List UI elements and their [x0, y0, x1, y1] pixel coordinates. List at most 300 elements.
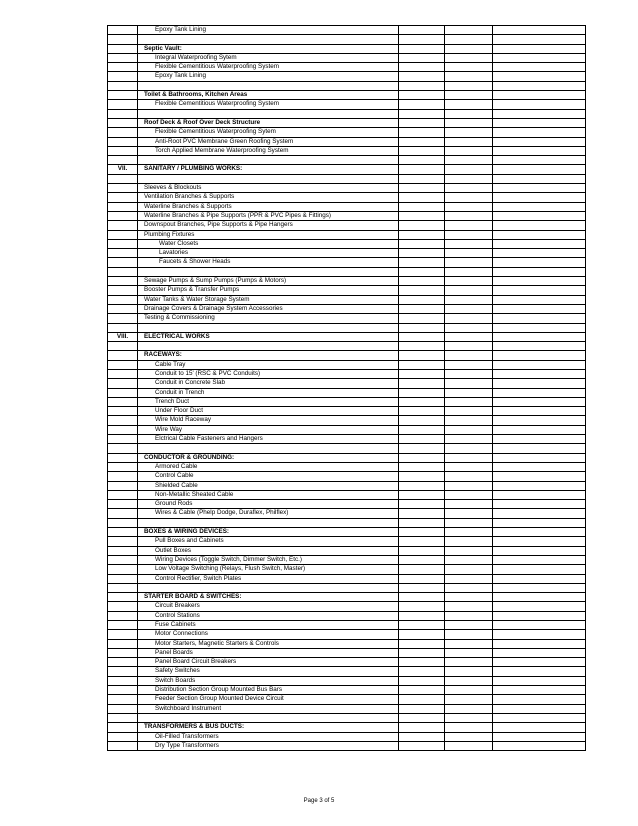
unit-cell — [445, 435, 493, 444]
unit-cell — [445, 239, 493, 248]
section-number-cell — [108, 91, 138, 100]
quantity-cell — [399, 462, 445, 471]
amount-cell — [493, 676, 586, 685]
unit-cell — [445, 342, 493, 351]
unit-cell — [445, 351, 493, 360]
item-description-cell: Fuse Cabinets — [138, 621, 399, 630]
table-row — [108, 202, 586, 211]
amount-cell — [493, 388, 586, 397]
section-number-cell — [108, 639, 138, 648]
unit-cell — [445, 360, 493, 369]
quantity-cell — [399, 100, 445, 109]
section-number-cell — [108, 81, 138, 90]
table-row — [108, 574, 586, 583]
section-number-cell — [108, 258, 138, 267]
table-body — [108, 26, 586, 751]
section-heading-cell: SANITARY / PLUMBING WORKS: — [138, 165, 399, 174]
unit-cell — [445, 91, 493, 100]
table-row — [108, 277, 586, 286]
table-row — [108, 621, 586, 630]
section-number-cell — [108, 295, 138, 304]
amount-cell — [493, 407, 586, 416]
unit-cell — [445, 286, 493, 295]
item-description-cell — [138, 342, 399, 351]
section-number-cell — [108, 704, 138, 713]
item-description-cell: Conduit in Trench — [138, 388, 399, 397]
table-row — [108, 416, 586, 425]
item-description-cell: Flexible Cementitious Waterproofing Sytem — [138, 128, 399, 137]
table-row — [108, 314, 586, 323]
unit-cell — [445, 537, 493, 546]
quantity-cell — [399, 713, 445, 722]
table-row — [108, 379, 586, 388]
scope-of-works-table — [107, 25, 586, 751]
unit-cell — [445, 407, 493, 416]
section-number-cell — [108, 667, 138, 676]
amount-cell — [493, 648, 586, 657]
unit-cell — [445, 63, 493, 72]
item-description-cell: Safety Switches — [138, 667, 399, 676]
quantity-cell — [399, 53, 445, 62]
unit-cell — [445, 388, 493, 397]
amount-cell — [493, 490, 586, 499]
unit-cell — [445, 221, 493, 230]
table-row — [108, 555, 586, 564]
table-row — [108, 63, 586, 72]
amount-cell — [493, 713, 586, 722]
unit-cell — [445, 732, 493, 741]
item-description-cell: Motor Connections — [138, 630, 399, 639]
item-description-cell: Plumbing Fixtures — [138, 230, 399, 239]
amount-cell — [493, 323, 586, 332]
section-number-cell — [108, 314, 138, 323]
item-description-cell: Epoxy Tank Lining — [138, 72, 399, 81]
amount-cell — [493, 593, 586, 602]
quantity-cell — [399, 453, 445, 462]
unit-cell — [445, 35, 493, 44]
section-number-cell — [108, 44, 138, 53]
item-description-cell: Downspout Branches, Pipe Supports & Pipe Hangers — [138, 221, 399, 230]
amount-cell — [493, 72, 586, 81]
quantity-cell — [399, 360, 445, 369]
table-row — [108, 286, 586, 295]
quantity-cell — [399, 593, 445, 602]
unit-cell — [445, 72, 493, 81]
quantity-cell — [399, 249, 445, 258]
table-row — [108, 397, 586, 406]
amount-cell — [493, 295, 586, 304]
section-number-cell — [108, 611, 138, 620]
quantity-cell — [399, 109, 445, 118]
quantity-cell — [399, 639, 445, 648]
table-row — [108, 630, 586, 639]
table-row — [108, 388, 586, 397]
unit-cell — [445, 26, 493, 35]
unit-cell — [445, 472, 493, 481]
quantity-cell — [399, 230, 445, 239]
section-number-cell — [108, 323, 138, 332]
quantity-cell — [399, 184, 445, 193]
unit-cell — [445, 165, 493, 174]
table-row — [108, 713, 586, 722]
unit-cell — [445, 425, 493, 434]
section-number-cell — [108, 602, 138, 611]
amount-cell — [493, 472, 586, 481]
unit-cell — [445, 723, 493, 732]
unit-cell — [445, 184, 493, 193]
item-description-cell: Motor Starters, Magnetic Starters & Controls — [138, 639, 399, 648]
section-number-cell — [108, 621, 138, 630]
amount-cell — [493, 555, 586, 564]
amount-cell — [493, 81, 586, 90]
quantity-cell — [399, 165, 445, 174]
section-heading-cell: RACEWAYS: — [138, 351, 399, 360]
item-description-cell: Waterline Branches & Supports — [138, 202, 399, 211]
amount-cell — [493, 332, 586, 341]
item-description-cell — [138, 35, 399, 44]
quantity-cell — [399, 574, 445, 583]
amount-cell — [493, 360, 586, 369]
section-heading-cell: Roof Deck & Roof Over Deck Structure — [138, 118, 399, 127]
table-row — [108, 118, 586, 127]
quantity-cell — [399, 193, 445, 202]
section-number-cell — [108, 388, 138, 397]
item-description-cell: Panel Boards — [138, 648, 399, 657]
amount-cell — [493, 732, 586, 741]
unit-cell — [445, 583, 493, 592]
quantity-cell — [399, 286, 445, 295]
section-number-cell — [108, 221, 138, 230]
item-description-cell — [138, 174, 399, 183]
amount-cell — [493, 574, 586, 583]
section-number-cell — [108, 648, 138, 657]
unit-cell — [445, 100, 493, 109]
section-number-cell — [108, 583, 138, 592]
amount-cell — [493, 546, 586, 555]
quantity-cell — [399, 481, 445, 490]
table-row — [108, 704, 586, 713]
item-description-cell — [138, 583, 399, 592]
quantity-cell — [399, 211, 445, 220]
amount-cell — [493, 100, 586, 109]
item-description-cell — [138, 518, 399, 527]
unit-cell — [445, 630, 493, 639]
amount-cell — [493, 611, 586, 620]
item-description-cell: Trench Duct — [138, 397, 399, 406]
quantity-cell — [399, 369, 445, 378]
amount-cell — [493, 277, 586, 286]
table-row — [108, 518, 586, 527]
quantity-cell — [399, 156, 445, 165]
unit-cell — [445, 481, 493, 490]
quantity-cell — [399, 146, 445, 155]
amount-cell — [493, 583, 586, 592]
amount-cell — [493, 695, 586, 704]
unit-cell — [445, 528, 493, 537]
unit-cell — [445, 509, 493, 518]
table-row — [108, 360, 586, 369]
unit-cell — [445, 667, 493, 676]
table-row — [108, 593, 586, 602]
quantity-cell — [399, 676, 445, 685]
unit-cell — [445, 686, 493, 695]
amount-cell — [493, 221, 586, 230]
item-description-cell: Torch Applied Membrane Waterproofing System — [138, 146, 399, 155]
quantity-cell — [399, 509, 445, 518]
quantity-cell — [399, 388, 445, 397]
section-number-cell — [108, 211, 138, 220]
quantity-cell — [399, 695, 445, 704]
table-row — [108, 528, 586, 537]
quantity-cell — [399, 304, 445, 313]
unit-cell — [445, 397, 493, 406]
amount-cell — [493, 249, 586, 258]
unit-cell — [445, 314, 493, 323]
table-row — [108, 490, 586, 499]
quantity-cell — [399, 500, 445, 509]
amount-cell — [493, 667, 586, 676]
section-number-cell — [108, 630, 138, 639]
item-description-cell: Control Rectifier, Switch Plates — [138, 574, 399, 583]
quantity-cell — [399, 732, 445, 741]
unit-cell — [445, 44, 493, 53]
item-description-cell: Switchboard Instrument — [138, 704, 399, 713]
amount-cell — [493, 239, 586, 248]
amount-cell — [493, 137, 586, 146]
section-number-cell — [108, 239, 138, 248]
quantity-cell — [399, 332, 445, 341]
unit-cell — [445, 332, 493, 341]
table-row — [108, 444, 586, 453]
section-number-cell — [108, 723, 138, 732]
section-number-cell — [108, 528, 138, 537]
table-row — [108, 481, 586, 490]
unit-cell — [445, 713, 493, 722]
section-number-cell — [108, 686, 138, 695]
section-number-cell — [108, 713, 138, 722]
quantity-cell — [399, 602, 445, 611]
item-description-cell — [138, 444, 399, 453]
item-description-cell: Pull Boxes and Cabinets — [138, 537, 399, 546]
unit-cell — [445, 277, 493, 286]
unit-cell — [445, 704, 493, 713]
table-row — [108, 137, 586, 146]
item-description-cell: Waterline Branches & Pipe Supports (PPR & PVC Pipes & Fittings) — [138, 211, 399, 220]
unit-cell — [445, 602, 493, 611]
item-description-cell: Non-Metallic Sheated Cable — [138, 490, 399, 499]
item-description-cell: Ventilation Branches & Supports — [138, 193, 399, 202]
section-heading-cell: STARTER BOARD & SWITCHES: — [138, 593, 399, 602]
item-description-cell: Lavatories — [138, 249, 399, 258]
quantity-cell — [399, 323, 445, 332]
table-row — [108, 342, 586, 351]
table-row — [108, 500, 586, 509]
amount-cell — [493, 286, 586, 295]
section-number-cell — [108, 565, 138, 574]
table-row — [108, 258, 586, 267]
table-row — [108, 686, 586, 695]
section-number-cell — [108, 500, 138, 509]
item-description-cell: Wire Mold Raceway — [138, 416, 399, 425]
amount-cell — [493, 425, 586, 434]
amount-cell — [493, 481, 586, 490]
quantity-cell — [399, 658, 445, 667]
section-number-cell — [108, 509, 138, 518]
unit-cell — [445, 81, 493, 90]
section-number-cell — [108, 351, 138, 360]
unit-cell — [445, 555, 493, 564]
table-row — [108, 267, 586, 276]
table-row — [108, 81, 586, 90]
unit-cell — [445, 500, 493, 509]
quantity-cell — [399, 91, 445, 100]
unit-cell — [445, 146, 493, 155]
table-row — [108, 221, 586, 230]
table-row — [108, 565, 586, 574]
quantity-cell — [399, 546, 445, 555]
quantity-cell — [399, 472, 445, 481]
page-footer: Page 3 of 5 — [303, 798, 335, 804]
section-number-cell — [108, 695, 138, 704]
section-heading-cell: CONDUCTOR & GROUNDING: — [138, 453, 399, 462]
amount-cell — [493, 444, 586, 453]
quantity-cell — [399, 518, 445, 527]
amount-cell — [493, 184, 586, 193]
quantity-cell — [399, 537, 445, 546]
table-row — [108, 648, 586, 657]
section-number-cell — [108, 379, 138, 388]
section-number-cell: VIII. — [108, 332, 138, 341]
amount-cell — [493, 109, 586, 118]
item-description-cell: Outlet Boxes — [138, 546, 399, 555]
amount-cell — [493, 258, 586, 267]
quantity-cell — [399, 648, 445, 657]
section-heading-cell: Septic Vault: — [138, 44, 399, 53]
quantity-cell — [399, 258, 445, 267]
section-number-cell — [108, 53, 138, 62]
amount-cell — [493, 193, 586, 202]
item-description-cell: Faucets & Shower Heads — [138, 258, 399, 267]
unit-cell — [445, 211, 493, 220]
quantity-cell — [399, 174, 445, 183]
amount-cell — [493, 91, 586, 100]
table-row — [108, 695, 586, 704]
item-description-cell — [138, 713, 399, 722]
amount-cell — [493, 314, 586, 323]
item-description-cell: Conduit in Concrete Slab — [138, 379, 399, 388]
quantity-cell — [399, 565, 445, 574]
item-description-cell — [138, 267, 399, 276]
section-number-cell — [108, 202, 138, 211]
section-number-cell — [108, 537, 138, 546]
unit-cell — [445, 518, 493, 527]
item-description-cell: Panel Board Circuit Breakers — [138, 658, 399, 667]
unit-cell — [445, 444, 493, 453]
amount-cell — [493, 397, 586, 406]
unit-cell — [445, 304, 493, 313]
amount-cell — [493, 686, 586, 695]
item-description-cell: Feeder Section Group Mounted Device Circuit — [138, 695, 399, 704]
table-row — [108, 658, 586, 667]
unit-cell — [445, 323, 493, 332]
section-number-cell — [108, 35, 138, 44]
quantity-cell — [399, 72, 445, 81]
unit-cell — [445, 118, 493, 127]
amount-cell — [493, 658, 586, 667]
table-row — [108, 91, 586, 100]
amount-cell — [493, 704, 586, 713]
section-number-cell — [108, 435, 138, 444]
amount-cell — [493, 723, 586, 732]
item-description-cell: Ground Rods — [138, 500, 399, 509]
amount-cell — [493, 509, 586, 518]
quantity-cell — [399, 221, 445, 230]
section-number-cell — [108, 453, 138, 462]
unit-cell — [445, 109, 493, 118]
table-row — [108, 323, 586, 332]
unit-cell — [445, 156, 493, 165]
quantity-cell — [399, 239, 445, 248]
table-row — [108, 174, 586, 183]
table-row — [108, 304, 586, 313]
section-number-cell — [108, 593, 138, 602]
item-description-cell: Booster Pumps & Transfer Pumps — [138, 286, 399, 295]
unit-cell — [445, 295, 493, 304]
table-row — [108, 602, 586, 611]
amount-cell — [493, 379, 586, 388]
section-number-cell — [108, 425, 138, 434]
amount-cell — [493, 639, 586, 648]
quantity-cell — [399, 351, 445, 360]
amount-cell — [493, 342, 586, 351]
section-number-cell — [108, 193, 138, 202]
section-number-cell — [108, 109, 138, 118]
quantity-cell — [399, 583, 445, 592]
section-number-cell — [108, 546, 138, 555]
unit-cell — [445, 695, 493, 704]
item-description-cell: Conduit to 15' (RSC & PVC Conduits) — [138, 369, 399, 378]
item-description-cell: Low Voltage Switching (Relays, Flush Switch, Master) — [138, 565, 399, 574]
item-description-cell — [138, 156, 399, 165]
unit-cell — [445, 658, 493, 667]
section-number-cell — [108, 128, 138, 137]
quantity-cell — [399, 277, 445, 286]
quantity-cell — [399, 416, 445, 425]
item-description-cell — [138, 323, 399, 332]
section-number-cell — [108, 63, 138, 72]
table-row — [108, 109, 586, 118]
unit-cell — [445, 741, 493, 750]
table-row — [108, 676, 586, 685]
section-number-cell: VII. — [108, 165, 138, 174]
section-number-cell — [108, 658, 138, 667]
table-row — [108, 732, 586, 741]
quantity-cell — [399, 314, 445, 323]
item-description-cell — [138, 81, 399, 90]
table-row — [108, 100, 586, 109]
item-description-cell: Control Cable — [138, 472, 399, 481]
amount-cell — [493, 369, 586, 378]
section-number-cell — [108, 444, 138, 453]
unit-cell — [445, 462, 493, 471]
amount-cell — [493, 453, 586, 462]
amount-cell — [493, 174, 586, 183]
quantity-cell — [399, 686, 445, 695]
item-description-cell: Switch Boards — [138, 676, 399, 685]
amount-cell — [493, 128, 586, 137]
section-number-cell — [108, 462, 138, 471]
section-heading-cell: ELECTRICAL WORKS — [138, 332, 399, 341]
